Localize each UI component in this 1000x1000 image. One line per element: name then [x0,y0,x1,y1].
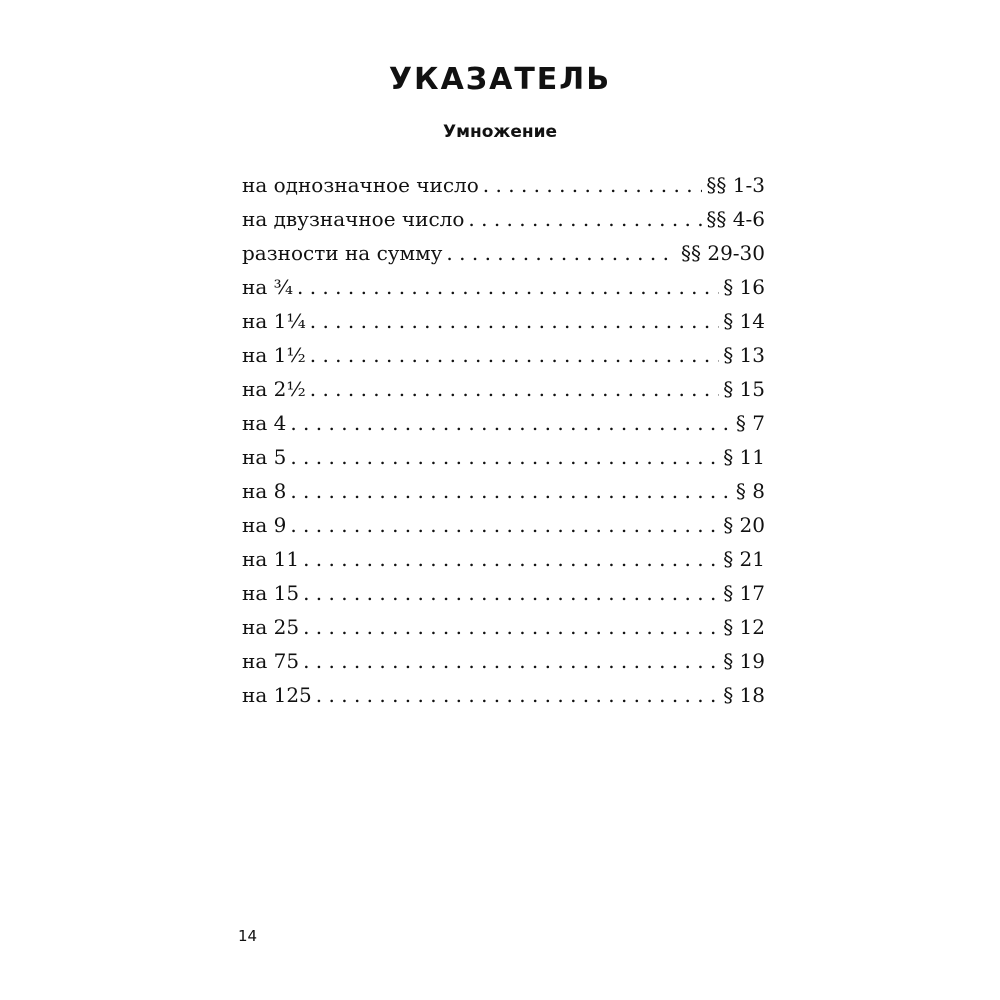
index-entry-term: на 125 [242,683,312,707]
index-entry-ref: § 20 [723,513,765,537]
index-entry-term: на 5 [242,445,287,469]
index-entry-ref: §§ 29-30 [680,241,765,265]
dot-leader [303,542,719,576]
index-entry-term: на 1¼ [242,309,306,333]
index-entry-term: на 75 [242,649,300,673]
index-entry [242,304,765,338]
index-entry-term: на 9 [242,513,287,537]
index-entry-ref: § 19 [723,649,765,673]
index-entry [242,236,765,270]
index-entry-ref: §§ 1-3 [706,173,765,197]
index-entry-term: на 25 [242,615,300,639]
index-entry-ref: § 14 [723,309,765,333]
index-entry [242,168,765,202]
index-entry [242,508,765,542]
index-list [242,168,765,712]
index-entry-term: на двузначное число [242,207,465,231]
index-entry [242,406,765,440]
index-entry [242,542,765,576]
index-entry-ref: § 12 [723,615,765,639]
dot-leader [483,168,703,202]
page-title: УКАЗАТЕЛЬ [388,62,612,97]
index-entry [242,474,765,508]
dot-leader [446,236,677,270]
index-entry-term: на 4 [242,411,287,435]
index-entry-ref: § 15 [723,377,765,401]
index-entry [242,270,765,304]
page-number: 14 [238,927,258,945]
index-entry [242,610,765,644]
dot-leader [290,406,732,440]
index-entry-term: на однозначное число [242,173,479,197]
index-entry [242,440,765,474]
index-entry-ref: § 11 [723,445,765,469]
index-entry [242,644,765,678]
index-entry [242,202,765,236]
section-subtitle: Умножение [442,122,558,142]
index-entry-term: на 1½ [242,343,306,367]
index-entry [242,372,765,406]
index-entry-ref: §§ 4-6 [706,207,765,231]
index-entry [242,338,765,372]
dot-leader [303,644,719,678]
index-entry-ref: § 8 [735,479,765,503]
dot-leader [316,678,719,712]
index-entry-term: на 2½ [242,377,306,401]
dot-leader [303,610,719,644]
dot-leader [290,508,719,542]
dot-leader [310,372,719,406]
index-entry-ref: § 13 [723,343,765,367]
dot-leader [468,202,702,236]
index-entry-term: разности на сумму [242,241,443,265]
dot-leader [290,440,719,474]
dot-leader [290,474,732,508]
index-entry-ref: § 7 [735,411,765,435]
dot-leader [310,338,719,372]
index-entry-ref: § 17 [723,581,765,605]
index-entry-term: на ¾ [242,275,293,299]
index-entry-ref: § 16 [723,275,765,299]
index-entry-ref: § 18 [723,683,765,707]
index-entry [242,576,765,610]
index-entry-term: на 11 [242,547,300,571]
index-entry-ref: § 21 [723,547,765,571]
index-entry-term: на 8 [242,479,287,503]
dot-leader [310,304,719,338]
index-entry [242,678,765,712]
dot-leader [303,576,719,610]
index-entry-term: на 15 [242,581,300,605]
dot-leader [297,270,719,304]
